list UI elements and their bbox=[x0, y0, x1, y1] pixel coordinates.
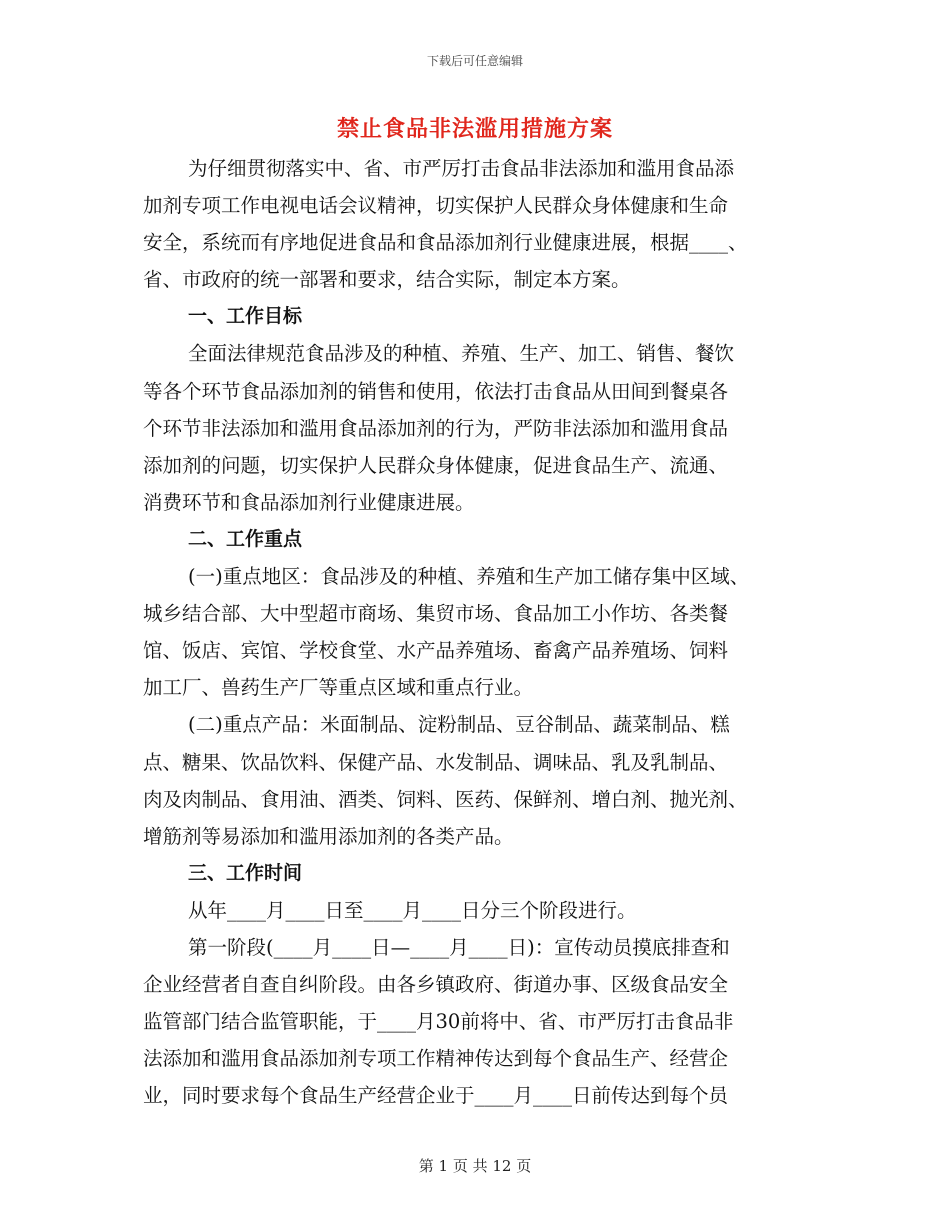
paragraph-line: 添加剂的问题，切实保护人民群众身体健康，促进食品生产、流通、 bbox=[143, 453, 729, 477]
paragraph-line: 肉及肉制品、食用油、酒类、饲料、医药、保鲜剂、增白剂、抛光剂、 bbox=[143, 787, 748, 811]
section-heading: 三、工作时间 bbox=[188, 861, 303, 884]
paragraph-line: (一)重点地区：食品涉及的种植、养殖和生产加工储存集中区域、 bbox=[188, 565, 750, 589]
paragraph-line: 全面法律规范食品涉及的种植、养殖、生产、加工、销售、餐饮 bbox=[188, 342, 735, 366]
section-heading: 二、工作重点 bbox=[188, 527, 303, 550]
paragraph-line: (二)重点产品：米面制品、淀粉制品、豆谷制品、蔬菜制品、糕 bbox=[188, 713, 730, 737]
paragraph-line: 企业经营者自查自纠阶段。由各乡镇政府、街道办事、区级食品安全 bbox=[143, 973, 729, 997]
document-title: 禁止食品非法滥用措施方案 bbox=[336, 116, 613, 142]
paragraph-line: 法添加和滥用食品添加剂专项工作精神传达到每个食品生产、经营企 bbox=[143, 1047, 729, 1071]
paragraph-line: 城乡结合部、大中型超市商场、集贸市场、食品加工小作坊、各类餐 bbox=[143, 602, 729, 626]
paragraph-line: 点、糖果、饮品饮料、保健产品、水发制品、调味品、乳及乳制品、 bbox=[143, 750, 729, 774]
paragraph-line: 省、市政府的统一部署和要求，结合实际，制定本方案。 bbox=[143, 268, 631, 292]
page-footer: 第 1 页 共 12 页 bbox=[418, 1157, 532, 1175]
paragraph-line: 馆、饭店、宾馆、学校食堂、水产品养殖场、畜禽产品养殖场、饲料 bbox=[143, 639, 729, 663]
page-header: 下载后可任意编辑 bbox=[426, 54, 523, 68]
paragraph-line: 等各个环节食品添加剂的销售和使用，依法打击食品从田间到餐桌各 bbox=[143, 379, 729, 403]
paragraph-line: 第一阶段(____月____日—____月____日)：宣传动员摸底排查和 bbox=[188, 935, 730, 959]
paragraph-line: 个环节非法添加和滥用食品添加剂的行为，严防非法添加和滥用食品 bbox=[143, 416, 729, 440]
paragraph-line: 业，同时要求每个食品生产经营企业于____月____日前传达到每个员 bbox=[143, 1084, 729, 1108]
paragraph-line: 安全，系统而有序地促进食品和食品添加剂行业健康进展，根据____、 bbox=[143, 231, 748, 255]
section-heading: 一、工作目标 bbox=[188, 305, 303, 328]
document-body bbox=[143, 150, 807, 1114]
paragraph-line: 从年____月____日至____月____日分三个阶段进行。 bbox=[188, 898, 637, 922]
paragraph-line: 监管部门结合监管职能，于____月30前将中、省、市严厉打击食品非 bbox=[143, 1010, 734, 1034]
paragraph-line: 为仔细贯彻落实中、省、市严厉打击食品非法添加和滥用食品添 bbox=[188, 157, 735, 180]
paragraph-line: 加工厂、兽药生产厂等重点区域和重点行业。 bbox=[143, 676, 534, 700]
paragraph-line: 消费环节和食品添加剂行业健康进展。 bbox=[143, 490, 475, 514]
paragraph-line: 增筋剂等易添加和滥用添加剂的各类产品。 bbox=[143, 824, 514, 848]
paragraph-line: 加剂专项工作电视电话会议精神，切实保护人民群众身体健康和生命 bbox=[143, 194, 729, 218]
